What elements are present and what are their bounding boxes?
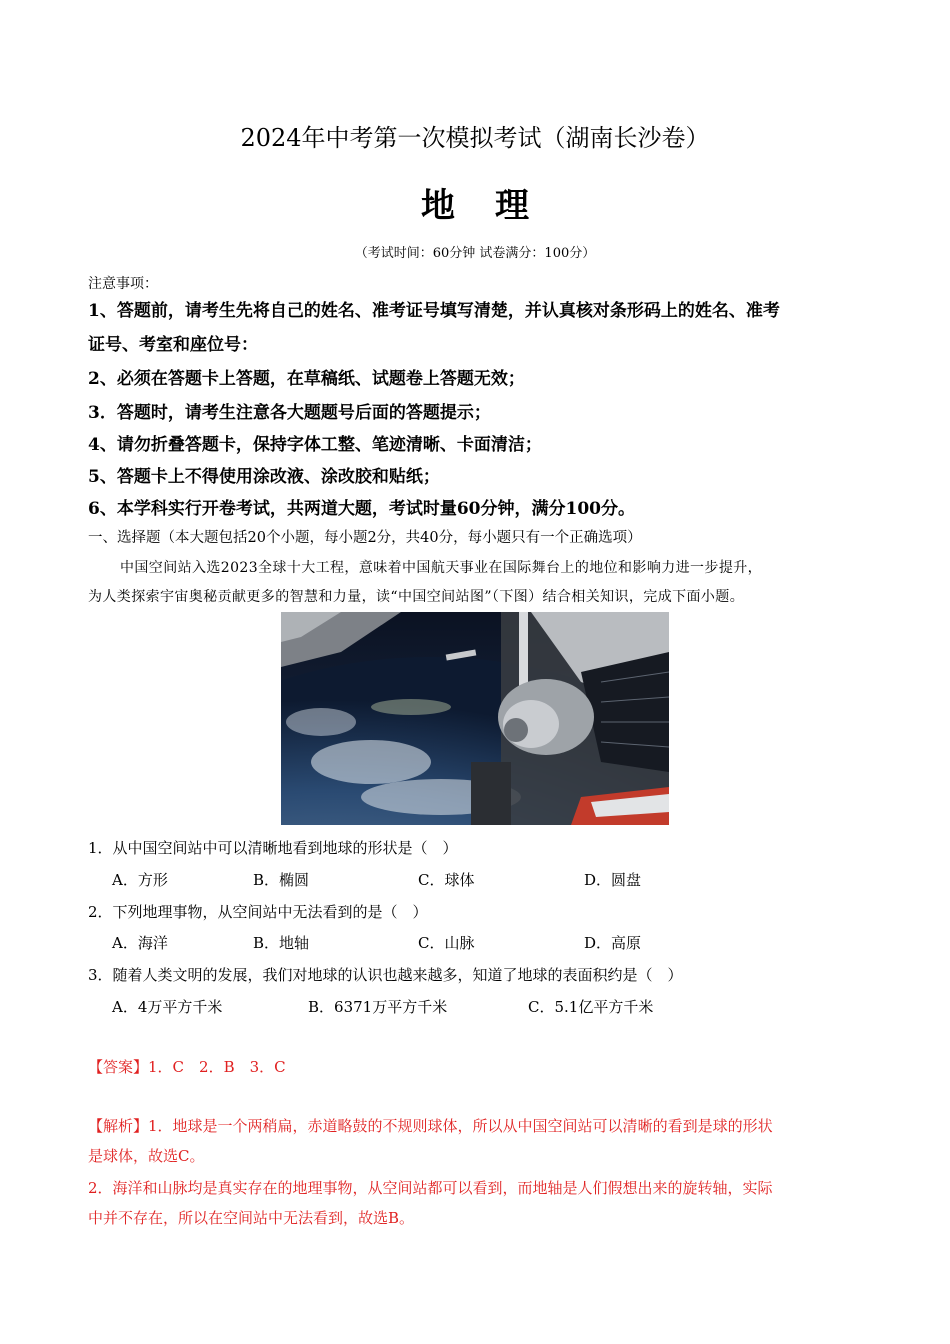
q1-option-d: D．圆盘 (584, 871, 642, 889)
q1-option-c: C．球体 (418, 871, 475, 889)
space-station-photo (281, 612, 669, 825)
analysis-line-1 (88, 1115, 773, 1136)
notice-rule-6: 6、本学科实行开卷考试，共两道大题，考试时量60分钟，满分100分。 (88, 499, 635, 519)
q2-option-b: B．地轴 (253, 934, 310, 952)
analysis-text-1: 1．地球是一个两稍扁，赤道略鼓的不规则球体，所以从中国空间站可以清晰的看到是球的形状 (148, 1117, 773, 1135)
q3-option-a: A．4万平方千米 (112, 998, 223, 1016)
analysis-label: 【解析】 (88, 1117, 149, 1135)
exam-title: 2024年中考第一次模拟考试（湖南长沙卷） (240, 124, 710, 152)
q2-option-c: C．山脉 (418, 934, 475, 952)
notice-rule-1a: 1、答题前，请考生先将自己的姓名、准考证号填写清楚，并认真核对条形码上的姓名、准考 (88, 301, 780, 321)
notice-rule-2: 2、必须在答题卡上答题，在草稿纸、试题卷上答题无效； (88, 369, 525, 389)
notice-rule-1b: 证号、考室和座位号： (88, 335, 258, 355)
section-heading: 一、选择题（本大题包括20个小题，每小题2分，共40分，每小题只有一个正确选项） (88, 530, 642, 546)
q2-option-d: D．高原 (584, 934, 642, 952)
question-2-stem: 2．下列地理事物，从空间站中无法看到的是（ ） (88, 903, 428, 921)
subject-title: 地理 (421, 186, 569, 226)
q3-option-b: B．6371万平方千米 (308, 998, 448, 1016)
q2-option-a: A．海洋 (112, 934, 168, 952)
notice-rule-3: 3．答题时，请考生注意各大题题号后面的答题提示； (88, 403, 491, 423)
q3-option-c: C．5.1亿平方千米 (528, 998, 654, 1016)
intro-line-2: 为人类探索宇宙奥秘贡献更多的智慧和力量，读“中国空间站图”（下图）结合相关知识，完成下面小题。 (88, 589, 745, 605)
notice-heading: 注意事项： (88, 276, 158, 292)
answer-label: 【答案】 (88, 1058, 149, 1076)
analysis-line-2: 是球体，故选C。 (88, 1147, 205, 1165)
analysis-line-4: 中并不存在，所以在空间站中无法看到，故选B。 (88, 1209, 415, 1227)
q1-option-b: B．椭圆 (253, 871, 310, 889)
q1-option-a: A．方形 (112, 871, 168, 889)
notice-rule-4: 4、请勿折叠答题卡，保持字体工整、笔迹清晰、卡面清洁； (88, 435, 542, 455)
exam-meta: （考试时间：60分钟 试卷满分：100分） (354, 246, 596, 261)
answer-line (88, 1056, 286, 1077)
notice-rule-5: 5、答题卡上不得使用涂改液、涂改胶和贴纸； (88, 467, 440, 487)
answer-text: 1．C 2．B 3．C (148, 1058, 286, 1076)
analysis-line-3: 2．海洋和山脉均是真实存在的地理事物，从空间站都可以看到，而地轴是人们假想出来的旋转轴，实际 (88, 1179, 773, 1197)
question-3-stem: 3．随着人类文明的发展，我们对地球的认识也越来越多，知道了地球的表面积约是（ ） (88, 966, 683, 984)
intro-line-1: 中国空间站入选2023全球十大工程，意味着中国航天事业在国际舞台上的地位和影响力进一步提升， (120, 560, 763, 576)
question-1-stem: 1．从中国空间站中可以清晰地看到地球的形状是（ ） (88, 839, 458, 857)
